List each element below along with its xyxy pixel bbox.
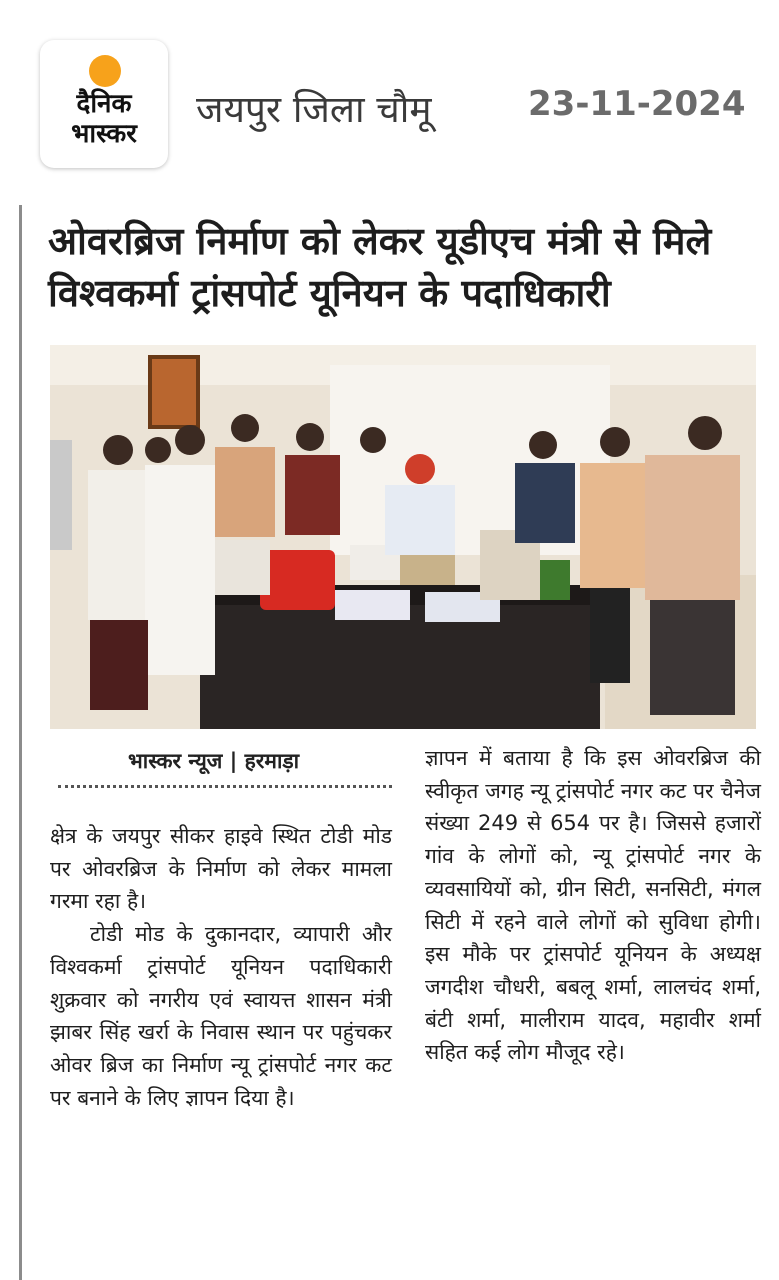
paragraph-1: क्षेत्र के जयपुर सीकर हाइवे स्थित टोडी मोड पर ओवरब्रिज के निर्माण को लेकर मामला गरमा रहा है।: [50, 824, 392, 914]
paragraph-2: टोडी मोड के दुकानदार, व्यापारी और विश्वकर्मा ट्रांसपोर्ट यूनियन पदाधिकारी शुक्रवार को नगरीय एवं स्वायत्त शासन मंत्री झाबर सिंह खर्रा के निवास स्थान पर पहुंचकर ओवर ब्रिज का निर्माण न्यू ट्रांसपोर्ट नगर कट पर बनाने के लिए ज्ञापन दिया है।: [50, 922, 392, 1110]
dotted-divider: [58, 785, 392, 788]
masthead: [0, 0, 779, 200]
logo-text-line2: भास्कर: [71, 119, 137, 149]
logo-text-line1: दैनिक: [76, 89, 132, 119]
headline-line-1: ओवरब्रिज निर्माण को लेकर यूडीएच मंत्री से मिले: [48, 219, 712, 263]
article-column-left: [50, 820, 392, 1114]
article-column-right: [425, 742, 761, 1069]
column-rule: [19, 205, 22, 1280]
edition-name: जयपुर जिला चौमू: [196, 88, 432, 131]
edition-date: 23-11-2024: [528, 84, 746, 124]
headline: [48, 215, 768, 319]
byline: भास्कर न्यूज | हरमाड़ा: [128, 749, 300, 773]
news-photo: [50, 345, 756, 729]
headline-line-2: विश्वकर्मा ट्रांसपोर्ट यूनियन के पदाधिकारी: [48, 271, 611, 315]
paragraph-3: ज्ञापन में बताया है कि इस ओवरब्रिज की स्वीकृत जगह न्यू ट्रांसपोर्ट नगर कट पर चैनेज संख्या 249 से 654 पर है। जिससे हजारों गांव के लोगों को, न्यू ट्रांसपोर्ट नगर के व्यवसायियों को, ग्रीन सिटी, सनसिटी, मंगल सिटी में रहने वाले लोगों को सुविधा होगी। इस मौके पर ट्रांसपोर्ट यूनियन के अध्यक्ष जगदीश चौधरी, बबलू शर्मा, लालचंद शर्मा, बंटी शर्मा, मालीराम यादव, महावीर शर्मा सहित कई लोग मौजूद रहे।: [425, 746, 761, 1065]
dainik-bhaskar-logo: [40, 40, 168, 168]
sun-icon: [89, 55, 121, 87]
